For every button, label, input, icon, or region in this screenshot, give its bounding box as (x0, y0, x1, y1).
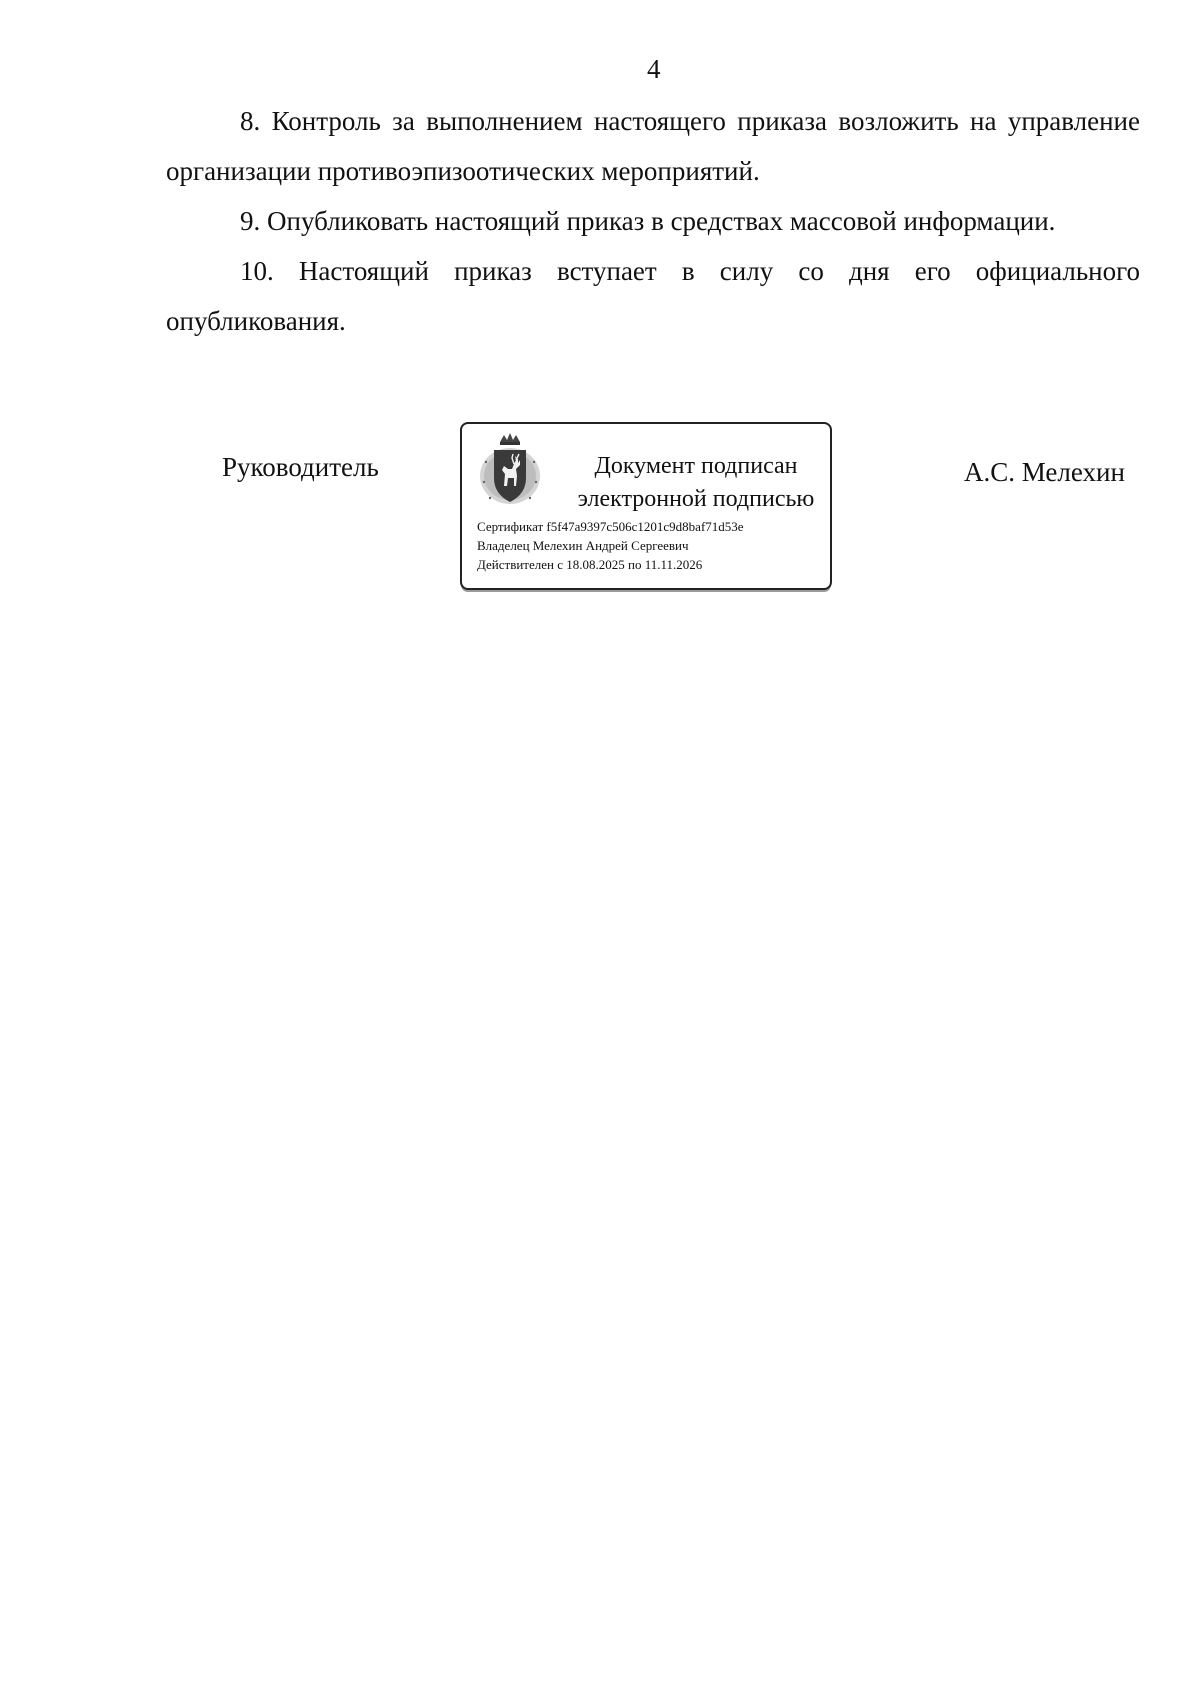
stamp-title (566, 450, 826, 516)
paragraph-9: 9. Опубликовать настоящий приказ в средствах массовой информации. (240, 206, 1056, 236)
document-body (166, 96, 1140, 346)
signer-name: А.С. Мелехин (964, 457, 1125, 487)
paragraph-10: 10. Настоящий приказ вступает в силу со дня его официального опубликования. (166, 256, 1140, 336)
signer-position: Руководитель (222, 452, 379, 482)
stamp-certificate: Сертификат f5f47a9397c506c1201c9d8baf71d53e (477, 519, 744, 534)
page-number: 4 (647, 54, 661, 84)
electronic-signature-stamp (460, 422, 832, 590)
paragraph-8: 8. Контроль за выполнением настоящего приказа возложить на управление организации противоэпизоотических мероприятий. (166, 106, 1140, 186)
stamp-title-line-1: Документ подписан (594, 453, 798, 479)
coat-of-arms-icon (478, 432, 542, 506)
stamp-title-line-2: электронной подписью (577, 486, 815, 512)
stamp-validity: Действителен с 18.08.2025 по 11.11.2026 (477, 557, 703, 572)
stamp-owner: Владелец Мелехин Андрей Сергеевич (477, 538, 689, 553)
